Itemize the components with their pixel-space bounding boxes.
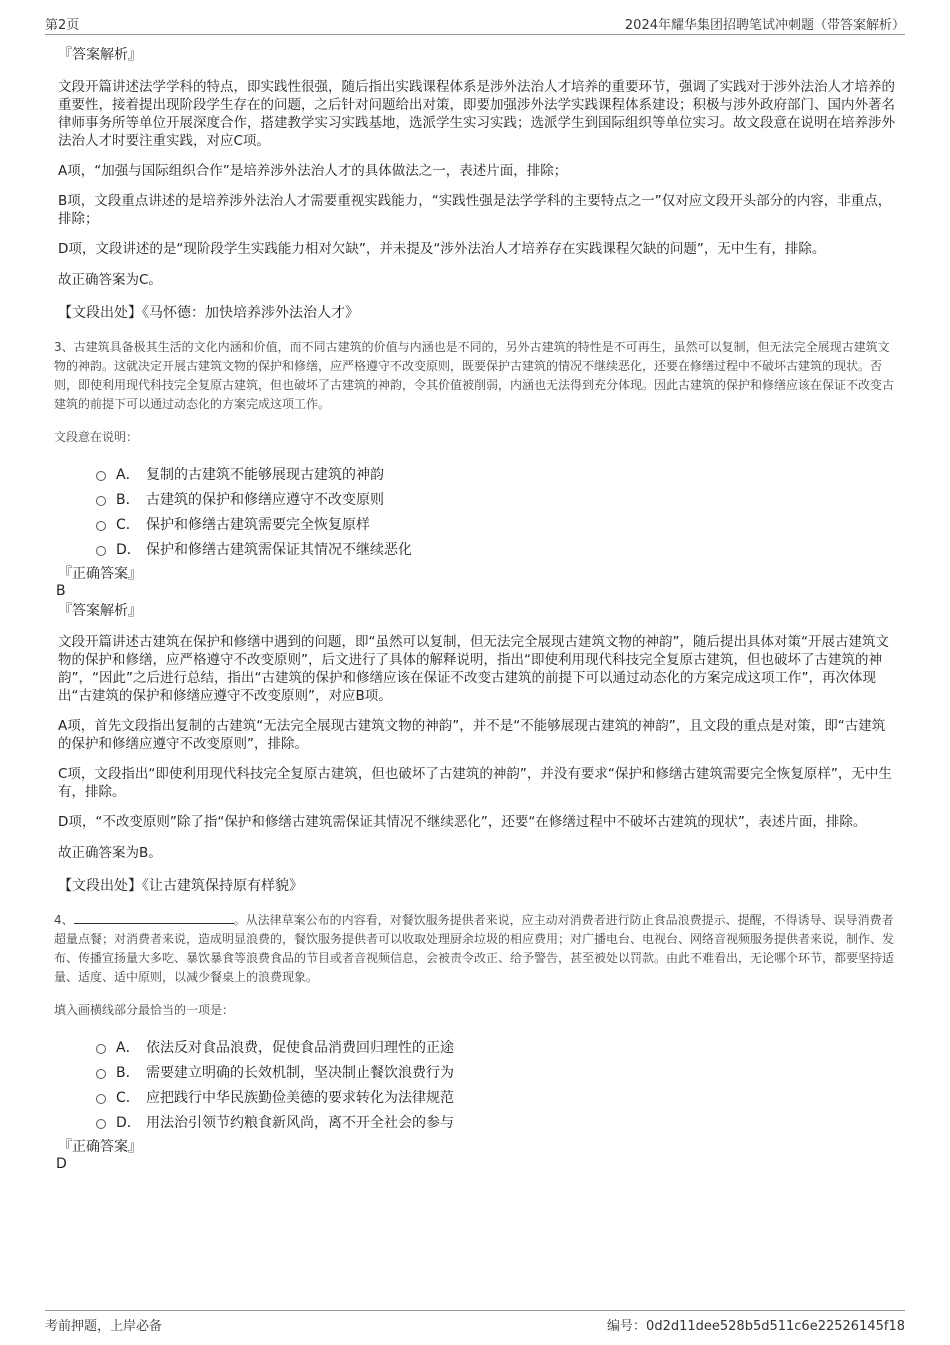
q2-analysis-label: 『答案解析』 xyxy=(58,47,142,63)
q3-analysis-c: C项，文段指出“即使利用现代科技完全复原古建筑，但也破坏了古建筑的神韵”，并没有要求“保护和修缮古建筑需要完全恢复原样”，无中生有，排除。 xyxy=(58,766,892,800)
option-text: 古建筑的保护和修缮应遵守不改变原则 xyxy=(146,491,384,508)
q3-answer-label: 『正确答案』 xyxy=(58,566,142,582)
q2-conclusion: 故正确答案为C。 xyxy=(58,272,162,288)
q4-number: 4、 xyxy=(54,913,74,927)
radio-icon[interactable] xyxy=(96,471,106,481)
document-title: 2024年耀华集团招聘笔试冲刺题（带答案解析） xyxy=(624,18,905,33)
q3-analysis-d: D项，“不改变原则”除了指“保护和修缮古建筑需保证其情况不继续恶化”，还要“在修缮过程中不破坏古建筑的现状”，表述片面，排除。 xyxy=(58,814,867,830)
q4-answer: D xyxy=(56,1156,67,1172)
option-text: 保护和修缮古建筑需要完全恢复原样 xyxy=(146,516,370,533)
q4-options xyxy=(96,1034,896,1134)
page-footer xyxy=(45,1310,905,1334)
document-id: 编号：0d2d11dee528b5d511c6e22526145f18 xyxy=(607,1319,905,1334)
q2-source: 【文段出处】《马怀德：加快培养涉外法治人才》 xyxy=(58,305,359,321)
q3-source: 【文段出处】《让古建筑保持原有样貌》 xyxy=(58,878,303,894)
option-letter: D． xyxy=(116,1114,141,1131)
page-header xyxy=(45,10,905,35)
option-letter: A． xyxy=(116,1039,140,1056)
q4-answer-label: 『正确答案』 xyxy=(58,1139,142,1155)
q3-analysis-label: 『答案解析』 xyxy=(58,603,142,619)
radio-icon[interactable] xyxy=(96,546,106,556)
q3-options xyxy=(96,461,896,561)
option-letter: A． xyxy=(116,466,140,483)
q3-option-a[interactable] xyxy=(96,461,896,486)
radio-icon[interactable] xyxy=(96,496,106,506)
option-letter: C． xyxy=(116,516,140,533)
q2-analysis-a: A项，“加强与国际组织合作”是培养涉外法治人才的具体做法之一，表述片面，排除； xyxy=(58,163,568,179)
q3-conclusion: 故正确答案为B。 xyxy=(58,845,162,861)
radio-icon[interactable] xyxy=(96,521,106,531)
q4-stem xyxy=(54,911,896,987)
radio-icon[interactable] xyxy=(96,1044,106,1054)
option-letter: D． xyxy=(116,541,141,558)
q3-option-d[interactable] xyxy=(96,536,896,561)
q2-analysis-b: B项，文段重点讲述的是培养涉外法治人才需要重视实践能力，“实践性强是法学学科的主要特点之一”仅对应文段开头部分的内容，非重点，排除； xyxy=(58,193,892,227)
page-content xyxy=(54,46,896,1173)
footer-slogan: 考前押题，上岸必备 xyxy=(45,1319,163,1334)
page-number: 第2页 xyxy=(45,18,80,33)
option-text: 用法治引领节约粮食新风尚，离不开全社会的参与 xyxy=(146,1114,454,1131)
q4-stem-text: 。从法律草案公布的内容看，对餐饮服务提供者来说，应主动对消费者进行防止食品浪费提示、提醒，不得诱导、误导消费者超量点餐；对消费者来说，造成明显浪费的，餐饮服务提供者可以收取处理厨余垃圾的相应费用；对广播电台、电视台、网络音视频服务提供者来说，制作、发布、传播宣扬量大多吃、暴饮暴食等浪费食品的节目或者音视频信息，会被责令改正、给予警告，甚至被处以罚款。由此不难看出，无论哪个环节，都要坚持适量、适度、适中原则，以减少餐桌上的浪费现象。 xyxy=(54,913,895,984)
q2-analysis-d: D项，文段讲述的是“现阶段学生实践能力相对欠缺”，并未提及“涉外法治人才培养存在实践课程欠缺的问题”，无中生有，排除。 xyxy=(58,241,826,257)
option-letter: B． xyxy=(116,1064,140,1081)
q3-analysis-a: A项，首先文段指出复制的古建筑“无法完全展现古建筑文物的神韵”，并不是“不能够展现古建筑的神韵”，且文段的重点是对策，即“古建筑的保护和修缮应遵守不改变原则”，排除。 xyxy=(58,718,886,752)
q4-option-c[interactable] xyxy=(96,1084,896,1109)
q3-option-b[interactable] xyxy=(96,486,896,511)
radio-icon[interactable] xyxy=(96,1069,106,1079)
option-letter: B． xyxy=(116,491,140,508)
q2-analysis-main: 文段开篇讲述法学学科的特点，即实践性很强，随后指出实践课程体系是涉外法治人才培养的重要环节，强调了实践对于涉外法治人才培养的重要性，接着提出现阶段学生存在的问题，之后针对问题给出对策，即要加强涉外法学实践课程体系建设；积极与涉外政府部门、国内外著名律师事务所等单位开展深度合作，搭建教学实习实践基地，选派学生实习实践；选派学生到国际组织等单位实习。故文段意在说明在培养涉外法治人才时要注重实践，对应C项。 xyxy=(58,79,895,149)
option-text: 需要建立明确的长效机制，坚决制止餐饮浪费行为 xyxy=(146,1064,454,1081)
option-text: 复制的古建筑不能够展现古建筑的神韵 xyxy=(146,466,384,483)
q3-option-c[interactable] xyxy=(96,511,896,536)
q3-answer: B xyxy=(56,583,66,599)
q4-option-b[interactable] xyxy=(96,1059,896,1084)
q4-prompt: 填入画横线部分最恰当的一项是： xyxy=(54,1003,235,1017)
q3-stem: 3、古建筑具备极其生活的文化内涵和价值，而不同古建筑的价值与内涵也是不同的，另外古建筑的特性是不可再生，虽然可以复制，但无法完全展现古建筑文物的神韵。这就决定开展古建筑文物的保护和修缮，应严格遵守不改变原则，既要保护古建筑的情况不继续恶化，还要在修缮过程中不破坏古建筑的现状。否则，即使利用现代科技完全复原古建筑，但也破坏了古建筑的神韵，令其价值被削弱，内涵也无法得到充分体现。因此古建筑的保护和修缮应该在保证不改变古建筑的前提下可以通过动态化的方案完成这项工作。 xyxy=(54,340,895,411)
q3-prompt: 文段意在说明： xyxy=(54,430,139,444)
radio-icon[interactable] xyxy=(96,1119,106,1129)
q4-option-a[interactable] xyxy=(96,1034,896,1059)
option-letter: C． xyxy=(116,1089,140,1106)
option-text: 保护和修缮古建筑需保证其情况不继续恶化 xyxy=(146,541,412,558)
q3-analysis-main: 文段开篇讲述古建筑在保护和修缮中遇到的问题，即“虽然可以复制，但无法完全展现古建筑文物的神韵”，随后提出具体对策“开展古建筑文物的保护和修缮，应严格遵守不改变原则”，后文进行了具体的解释说明，指出“即使利用现代科技完全复原古建筑，但也破坏了古建筑的神韵”，“因此”之后进行总结，指出“古建筑的保护和修缮应该在保证不改变古建筑的前提下可以通过动态化的方案完成这项工作”，再次体现出“古建筑的保护和修缮应遵守不改变原则”，对应B项。 xyxy=(58,634,889,704)
option-text: 应把践行中华民族勤俭美德的要求转化为法律规范 xyxy=(146,1089,454,1106)
q4-option-d[interactable] xyxy=(96,1109,896,1134)
fill-blank xyxy=(74,911,234,924)
option-text: 依法反对食品浪费，促使食品消费回归理性的正途 xyxy=(146,1039,454,1056)
radio-icon[interactable] xyxy=(96,1094,106,1104)
